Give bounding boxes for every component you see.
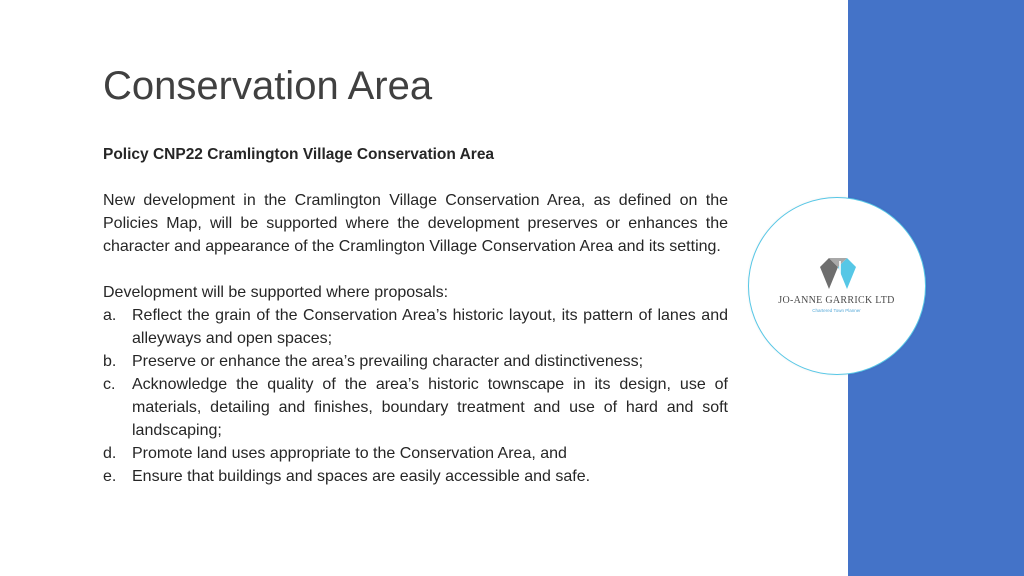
logo-company-name: JO-ANNE GARRICK LTD (778, 295, 895, 306)
list-item-text: Preserve or enhance the area’s prevailing character and distinctiveness; (132, 353, 644, 370)
list-item (103, 465, 728, 488)
spacer (103, 258, 728, 281)
list-item-text: Reflect the grain of the Conservation Area’s historic layout, its pattern of lanes and alleyways and open spaces; (132, 307, 728, 347)
policy-heading: Policy CNP22 Cramlington Village Conservation Area (103, 146, 495, 163)
diamond-logo-icon (818, 257, 858, 293)
slide-body (103, 143, 728, 488)
list-item-text: Ensure that buildings and spaces are easily accessible and safe. (132, 468, 591, 485)
list-intro: Development will be supported where proposals: (103, 284, 449, 301)
list-marker: e. (103, 468, 117, 485)
list-item (103, 304, 728, 350)
list-marker: b. (103, 353, 117, 370)
spacer (103, 166, 728, 189)
list-item (103, 373, 728, 442)
criteria-list (103, 304, 728, 488)
list-item (103, 442, 728, 465)
list-marker: a. (103, 307, 117, 324)
list-item (103, 350, 728, 373)
list-marker: d. (103, 445, 117, 462)
policy-paragraph: New development in the Cramlington Village Conservation Area, as defined on the Policies Map, will be supported where the development preserves or enhances the character and appearance of the Cramlington Village Conservation Area and its setting. (103, 192, 728, 255)
list-item-text: Acknowledge the quality of the area’s historic townscape in its design, use of materials, detailing and finishes, boundary treatment and use of hard and soft landscaping; (132, 376, 728, 439)
company-logo-badge (748, 197, 926, 375)
logo-tagline: Chartered Town Planner (812, 308, 861, 313)
list-marker: c. (103, 376, 116, 393)
list-item-text: Promote land uses appropriate to the Conservation Area, and (132, 445, 567, 462)
slide-title: Conservation Area (103, 64, 433, 108)
